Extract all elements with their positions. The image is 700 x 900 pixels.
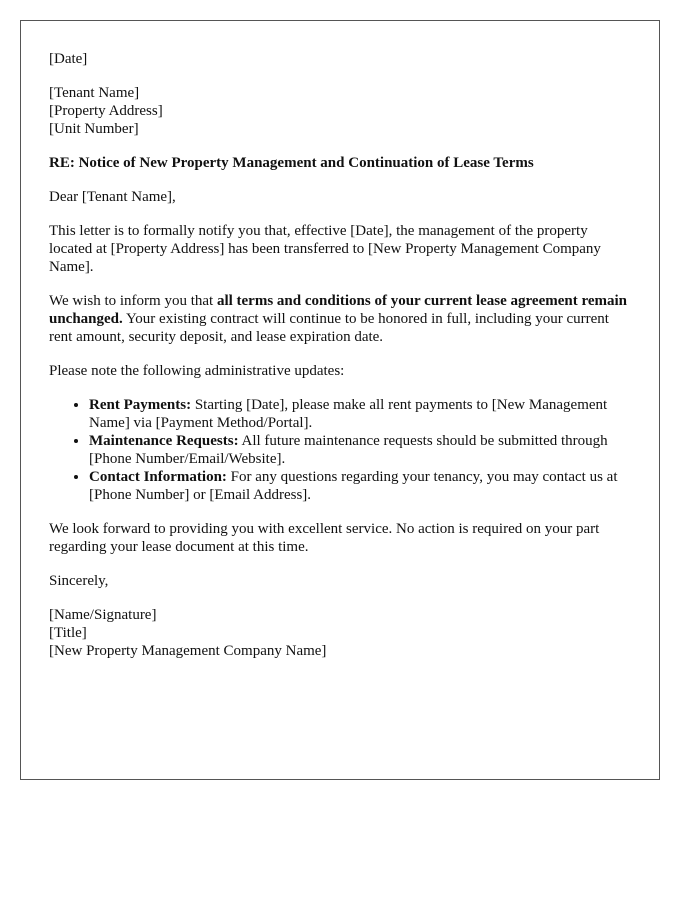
subject-line: RE: Notice of New Property Management and Continuation of Lease Terms xyxy=(49,155,534,171)
list-item-text: All future maintenance requests should be submitted through [Phone Number/Email/Website]. xyxy=(89,433,608,467)
lease-terms-rest: Your existing contract will continue to be honored in full, including your current rent amount, security deposit, and lease expiration date. xyxy=(49,311,609,345)
list-item-rent-payments xyxy=(89,396,629,432)
closing: Sincerely, xyxy=(49,573,109,589)
paragraph-updates-intro: Please note the following administrative updates: xyxy=(49,363,345,379)
list-item-text: For any questions regarding your tenancy, you may contact us at [Phone Number] or [Email Address]. xyxy=(89,469,618,503)
signature-name: [Name/Signature] xyxy=(49,607,157,623)
letter-body xyxy=(49,50,629,676)
recipient-unit-number: [Unit Number] xyxy=(49,121,139,137)
list-item-label: Rent Payments: xyxy=(89,397,192,413)
letter-page xyxy=(20,20,660,780)
list-item-label: Contact Information: xyxy=(89,469,227,485)
list-item-text: Starting [Date], please make all rent payments to [New Management Name] via [Payment Method/Portal]. xyxy=(89,397,608,431)
lease-terms-lead: We wish to inform you that xyxy=(49,293,217,309)
list-item-maintenance-requests xyxy=(89,432,629,468)
paragraph-closing-remarks: We look forward to providing you with excellent service. No action is required on your part regarding your lease document at this time. xyxy=(49,521,600,555)
paragraph-lease-terms xyxy=(49,292,629,346)
letter-date: [Date] xyxy=(49,51,88,67)
list-item-contact-information xyxy=(89,468,629,504)
salutation: Dear [Tenant Name], xyxy=(49,189,176,205)
paragraph-notification: This letter is to formally notify you that, effective [Date], the management of the property located at [Property Address] has been transferred to [New Property Management Company Name]. xyxy=(49,223,601,275)
recipient-tenant-name: [Tenant Name] xyxy=(49,85,140,101)
list-item-label: Maintenance Requests: xyxy=(89,433,239,449)
updates-list xyxy=(49,396,629,504)
recipient-property-address: [Property Address] xyxy=(49,103,163,119)
signature-block xyxy=(49,606,629,660)
lease-terms-emphasis: all terms and conditions of your current lease agreement remain unchanged. xyxy=(49,293,628,327)
signature-title: [Title] xyxy=(49,625,87,641)
signature-company: [New Property Management Company Name] xyxy=(49,643,327,659)
recipient-block xyxy=(49,84,629,138)
